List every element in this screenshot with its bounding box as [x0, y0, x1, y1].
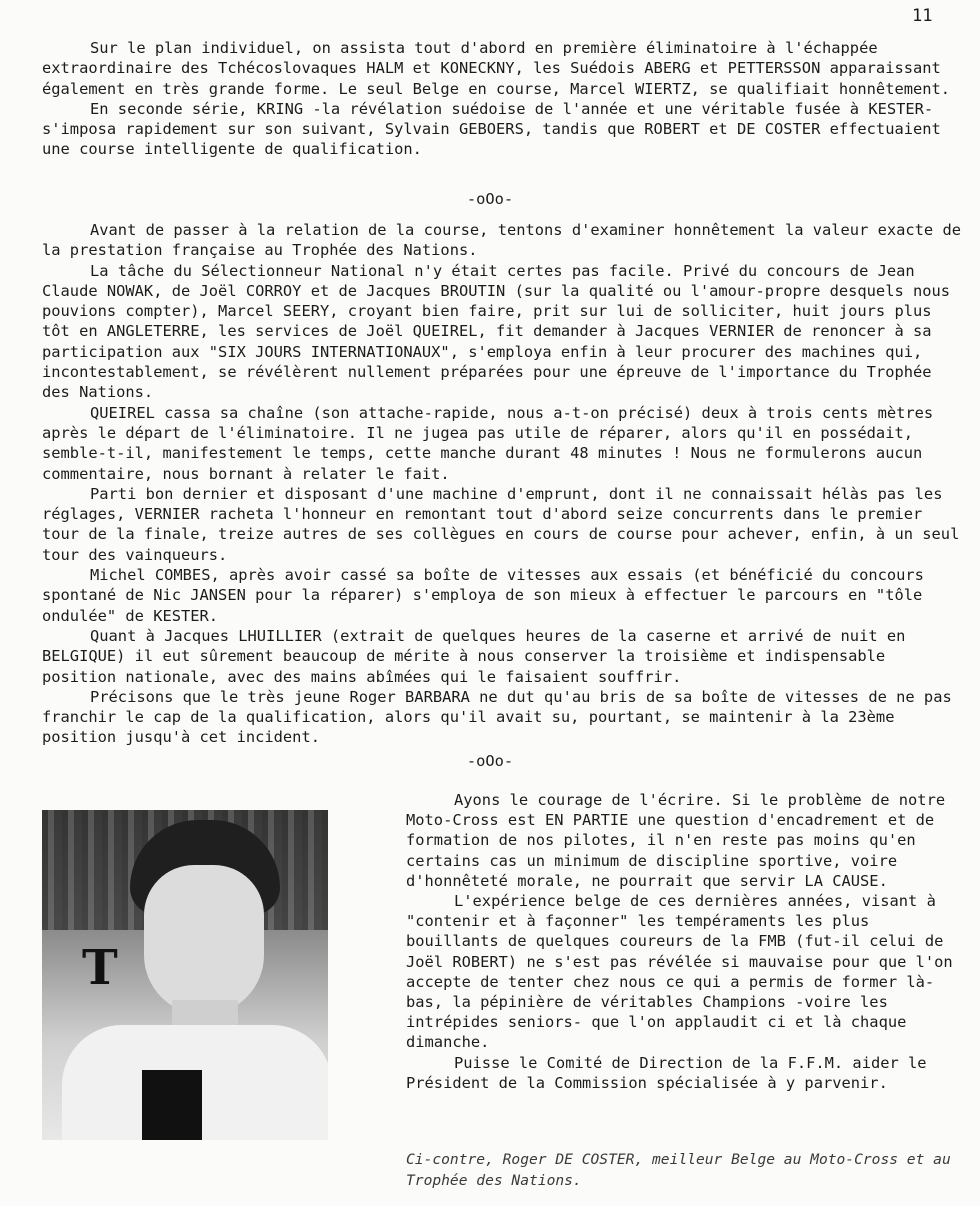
photo-caption: Ci-contre, Roger DE COSTER, meilleur Belge au Moto-Cross et au Trophée des Nations.	[406, 1151, 951, 1189]
paragraph-courage: Ayons le courage de l'écrire. Si le problème de notre Moto-Cross est EN PARTIE une question d'encadrement et de formation de nos pilotes, il n'en reste pas moins qu'en certains cas un minimum de discipline sportive, voire d'honnêteté morale, ne pourrait que servir LA CAUSE.	[406, 791, 946, 890]
paragraph-second-series: En seconde série, KRING -la révélation suédoise de l'année et une véritable fusée à KESTER- s'imposa rapidement sur son suivant, Sylvain GEBOERS, tandis que ROBERT et DE COSTER effectuaient une course intelligente de qualification.	[42, 99, 941, 159]
paragraph-combes: Michel COMBES, après avoir cassé sa boîte de vitesses aux essais (et bénéficié du concours spontané de Nic JANSEN pour la réparer) s'employa de son mieux à effectuer le parcours en "tôle ondulée" de KESTER.	[42, 566, 924, 625]
paragraph-comite: Puisse le Comité de Direction de la F.F.M. aider le Président de la Commission spécialisée à y parvenir.	[406, 1053, 927, 1092]
paragraph-prestation: Avant de passer à la relation de la course, tentons d'examiner honnêtement la valeur exacte de la prestation française au Trophée des Nations.	[42, 221, 961, 260]
photo-shirt-stripe	[142, 1070, 202, 1140]
photo-face	[144, 865, 264, 1015]
page-number: 11	[912, 6, 933, 26]
separator-top: -oOo-	[466, 190, 514, 208]
paragraph-individual-plan: Sur le plan individuel, on assista tout d'abord en première éliminatoire à l'échappée extraordinaire des Tchécoslovaques HALM et KONECKNY, les Suédois ABERG et PETTERSSON apparaissant également en très grande forme. Le seul Belge en course, Marcel WIERTZ, se qualifiait honnêtement.	[42, 39, 951, 98]
paragraph-selectionneur: La tâche du Sélectionneur National n'y était certes pas facile. Privé du concours de Jean Claude NOWAK, de Joël CORROY et de Jacques BROUTIN (sur la qualité ou l'amour-propre desquels nous pouvions compter), Marcel SEERY, croyant bien faire, prit sur lui de solliciter, huit jours plus tôt en ANGLETERRE, les services de Joël QUEIREL, fit demander à Jacques VERNIER de renoncer à sa participation aux "SIX JOURS INTERNATIONAUX", s'employa enfin à leur procurer des machines qui, incontestablement, se révélèrent nullement préparées pour une épreuve de l'importance du Trophée des Nations.	[42, 261, 951, 402]
analysis-section	[42, 220, 968, 748]
intro-section	[42, 38, 968, 160]
portrait-photo	[42, 810, 328, 1140]
paragraph-lhuillier: Quant à Jacques LHUILLIER (extrait de quelques heures de la caserne et arrivé de nuit en BELGIQUE) il eut sûrement beaucoup de mérite à nous conserver la troisième et indispensable position nationale, avec des mains abîmées qui le faisaient souffrir.	[42, 626, 906, 686]
separator-bottom: -oOo-	[466, 752, 514, 770]
paragraph-queirel: QUEIREL cassa sa chaîne (son attache-rapide, nous a-t-on précisé) deux à trois cents mètres après le départ de l'éliminatoire. Il ne jugea pas utile de réparer, alors qu'il en possédait, semble-t-il, manifestement le temps, cette manche durant 48 minutes ! Nous ne formulerons aucun commentaire, nous bornant à relater le fait.	[42, 403, 934, 483]
paragraph-experience-belge: L'expérience belge de ces dernières années, visant à "contenir et à façonner" les tempéraments les plus bouillants de quelques coureurs de la FMB (fut-il celui de Joël ROBERT) ne s'est pas révélée si mauvaise pour que l'on accepte de tenter chez nous ce qui a permis de former là-bas, la pépinière de véritables Champions -voire les intrépides seniors- que l'on applaudit ci et là chaque dimanche.	[406, 892, 953, 1052]
paragraph-barbara: Précisons que le très jeune Roger BARBARA ne dut qu'au bris de sa boîte de vitesses de ne pas franchir le cap de la qualification, alors qu'il avait su, pourtant, se maintenir à la 23ème position jusqu'à cet incident.	[42, 687, 952, 747]
photo-background-sign: T	[82, 940, 118, 996]
editorial-column	[406, 790, 966, 1093]
paragraph-vernier: Parti bon dernier et disposant d'une machine d'emprunt, dont il ne connaissait hélàs pas les réglages, VERNIER racheta l'honneur en remontant tout d'abord seize concurrents dans le premier tour de la finale, treize autres de ses collègues en cours de course pour achever, enfin, à un seul tour des vainqueurs.	[42, 484, 960, 564]
